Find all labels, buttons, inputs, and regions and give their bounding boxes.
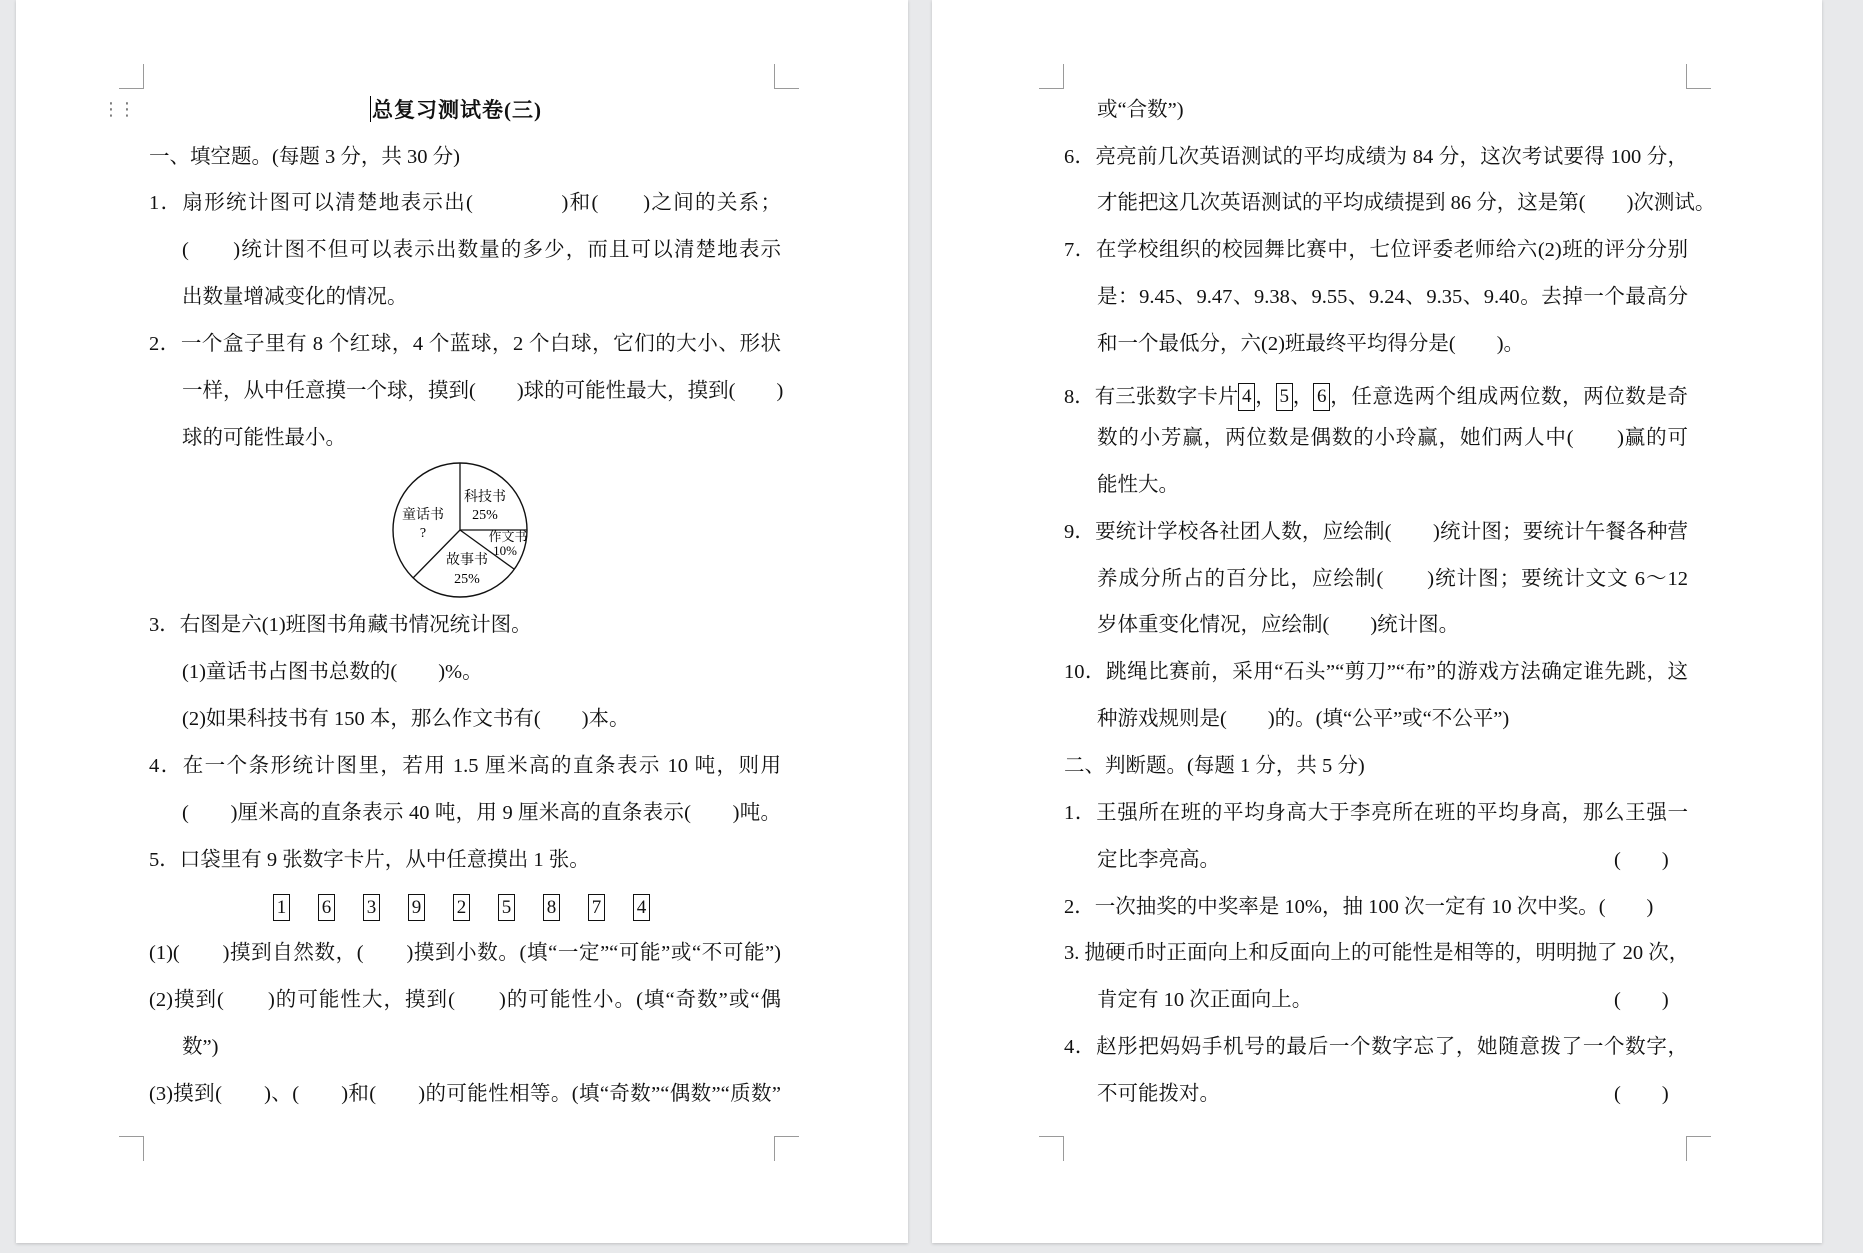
number-card: 4 — [633, 894, 650, 921]
separator: ， — [1255, 386, 1276, 408]
number-card: 2 — [453, 894, 470, 921]
question-text: 养成分所占的百分比，应绘制( )统计图；要统计文文 6～12 — [1097, 568, 1688, 590]
number-card: 5 — [498, 894, 515, 921]
question-text: 数的小芳赢，两位数是偶数的小玲赢，她们两人中( )赢的可 — [1097, 427, 1688, 449]
section-heading: 二、判断题。(每题 1 分，共 5 分) — [1064, 755, 1365, 777]
question-text: 2．一次抽奖的中奖率是 10%，抽 100 次一定有 10 次中奖。( ) — [1064, 896, 1654, 918]
question-text: 1．扇形统计图可以清楚地表示出( )和( )之间的关系； — [149, 192, 781, 214]
question-text: (2)如果科技书有 150 本，那么作文书有( )本。 — [182, 708, 630, 730]
pie-chart — [389, 459, 531, 601]
number-card: 8 — [543, 894, 560, 921]
answer-paren: ( ) — [1614, 1083, 1669, 1105]
page-title: 总复习测试卷(三) — [372, 98, 542, 122]
margin-corner-mark — [119, 1136, 144, 1161]
question-text: ( )厘米高的直条表示 40 吨，用 9 厘米高的直条表示( )吨。 — [182, 802, 781, 824]
pie-slice-value: 25% — [472, 508, 498, 523]
question-text: 4．在一个条形统计图里，若用 1.5 厘米高的直条表示 10 吨，则用 — [149, 755, 781, 777]
section-heading: 一、填空题。(每题 3 分，共 30 分) — [149, 146, 460, 168]
question-text: 出数量增减变化的情况。 — [182, 286, 408, 308]
question-text: 数”) — [182, 1036, 219, 1058]
question-text: 能性大。 — [1097, 474, 1179, 496]
question-text: 不可能拨对。 — [1097, 1083, 1220, 1105]
question-text: 一样，从中任意摸一个球，摸到( )球的可能性最大，摸到( ) — [182, 380, 784, 402]
document-page-left — [16, 0, 908, 1243]
question-text: 1．王强所在班的平均身高大于李亮所在班的平均身高，那么王强一 — [1064, 802, 1688, 824]
drag-handle-icon[interactable]: ⋮⋮ — [102, 99, 134, 120]
question-text: 定比李亮高。 — [1097, 849, 1220, 871]
answer-paren: ( ) — [1614, 989, 1669, 1011]
number-card: 4 — [1238, 383, 1255, 411]
text-cursor — [370, 96, 371, 122]
separator: ， — [1292, 386, 1314, 408]
pie-slice-value: 10% — [493, 543, 517, 558]
number-card: 6 — [1313, 383, 1330, 411]
question-text: 10．跳绳比赛前，采用“石头”“剪刀”“布”的游戏方法确定谁先跳，这 — [1064, 661, 1688, 683]
pie-slice-label: 故事书 — [446, 553, 488, 568]
margin-corner-mark — [119, 64, 144, 89]
question-text: (1)童话书占图书总数的( )%。 — [182, 661, 483, 683]
number-card: 1 — [273, 894, 290, 921]
question-text: (3)摸到( )、( )和( )的可能性相等。(填“奇数”“偶数”“质数” — [149, 1083, 781, 1105]
question-text: 3. 抛硬币时正面向上和反面向上的可能性是相等的，明明抛了 20 次， — [1064, 942, 1690, 964]
answer-paren: ( ) — [1614, 849, 1669, 871]
question-text: 岁体重变化情况，应绘制( )统计图。 — [1097, 614, 1460, 636]
question-text: 2．一个盒子里有 8 个红球，4 个蓝球，2 个白球，它们的大小、形状 — [149, 333, 781, 355]
pie-slice-value: ? — [419, 526, 427, 541]
number-card: 3 — [363, 894, 380, 921]
question-text: 4．赵彤把妈妈手机号的最后一个数字忘了，她随意拨了一个数字， — [1064, 1036, 1688, 1058]
question-text — [1064, 383, 1688, 411]
question-text: ，任意选两个组成两位数，两位数是奇 — [1330, 386, 1688, 408]
pie-slice-label: 作文书 — [488, 529, 528, 544]
number-card: 5 — [1276, 383, 1293, 411]
margin-corner-mark — [1686, 64, 1711, 89]
number-card: 6 — [318, 894, 335, 921]
question-text: 8．有三张数字卡片 — [1064, 386, 1239, 408]
document-page-right — [932, 0, 1822, 1243]
question-text: 球的可能性最小。 — [182, 427, 346, 449]
question-text: 肯定有 10 次正面向上。 — [1097, 989, 1313, 1011]
pie-slice-value: 25% — [454, 572, 480, 587]
question-text: (1)( )摸到自然数，( )摸到小数。(填“一定”“可能”或“不可能”) — [149, 942, 781, 964]
question-text: 或“合数”) — [1097, 99, 1184, 121]
margin-corner-mark — [1039, 1136, 1064, 1161]
margin-corner-mark — [1686, 1136, 1711, 1161]
question-text: 才能把这几次英语测试的平均成绩提到 86 分，这是第( )次测试。 — [1097, 192, 1716, 214]
question-text: ( )统计图不但可以表示出数量的多少，而且可以清楚地表示 — [182, 239, 781, 261]
margin-corner-mark — [1039, 64, 1064, 89]
margin-corner-mark — [774, 64, 799, 89]
pie-slice-label: 童话书 — [402, 508, 444, 523]
margin-corner-mark — [774, 1136, 799, 1161]
question-text: 种游戏规则是( )的。(填“公平”或“不公平”) — [1097, 708, 1510, 730]
number-card: 7 — [588, 894, 605, 921]
question-text: 9．要统计学校各社团人数，应绘制( )统计图；要统计午餐各种营 — [1064, 521, 1688, 543]
question-text: 6．亮亮前几次英语测试的平均成绩为 84 分，这次考试要得 100 分， — [1064, 146, 1688, 168]
question-text: 和一个最低分，六(2)班最终平均得分是( )。 — [1097, 333, 1525, 355]
question-text: 5．口袋里有 9 张数字卡片，从中任意摸出 1 张。 — [149, 849, 590, 871]
question-text: 7．在学校组织的校园舞比赛中，七位评委老师给六(2)班的评分分别 — [1064, 239, 1688, 261]
question-text: 是：9.45、9.47、9.38、9.55、9.24、9.35、9.40。去掉一个最高分 — [1097, 286, 1688, 308]
number-card: 9 — [408, 894, 425, 921]
question-text: 3．右图是六(1)班图书角藏书情况统计图。 — [149, 614, 532, 636]
pie-slice-label: 科技书 — [464, 490, 506, 505]
question-text: (2)摸到( )的可能性大，摸到( )的可能性小。(填“奇数”或“偶 — [149, 989, 781, 1011]
